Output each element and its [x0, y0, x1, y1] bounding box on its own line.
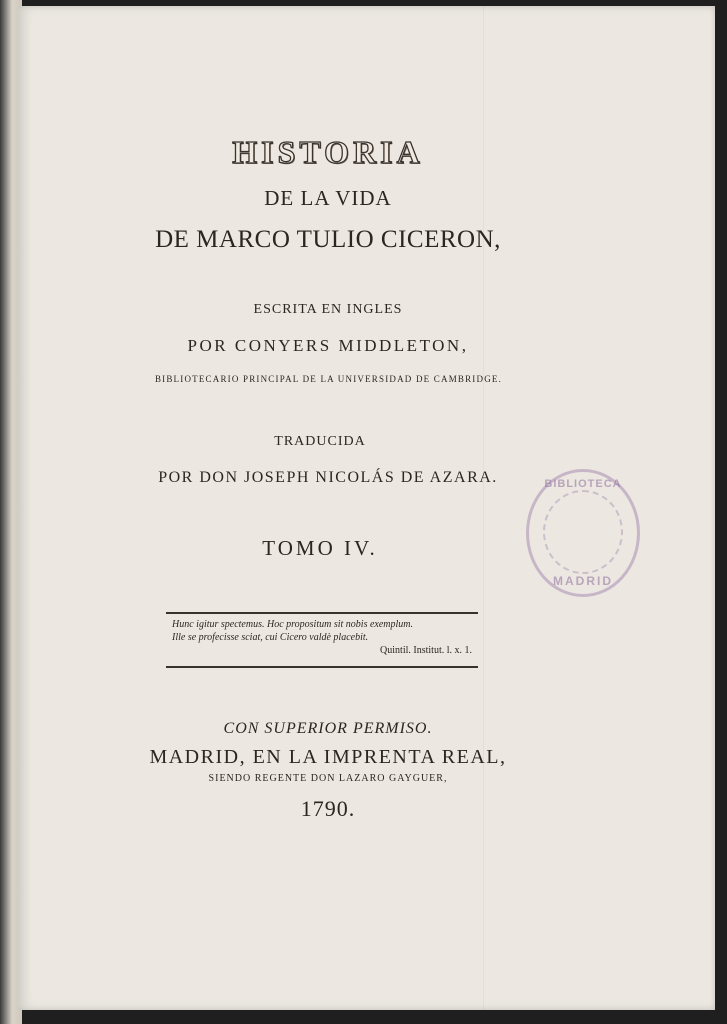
epigraph	[168, 618, 476, 657]
title-page	[18, 6, 715, 1010]
stamp-bottom-text: MADRID	[553, 574, 613, 588]
stamp-inner-ring	[543, 490, 623, 574]
epigraph-citation: Quintil. Institut. l. x. 1.	[380, 645, 472, 656]
library-stamp	[526, 469, 640, 597]
subtitle-line-2: DE MARCO TULIO CICERON,	[155, 226, 501, 253]
subtitle-line-1: DE LA VIDA	[264, 186, 392, 210]
translator-line: POR DON JOSEPH NICOLÁS DE AZARA.	[158, 469, 498, 486]
stamp-top-text: BIBLIOTECA	[544, 478, 622, 490]
printer-line: MADRID, EN LA IMPRENTA REAL,	[149, 746, 507, 768]
publication-year: 1790.	[300, 796, 356, 821]
volume-label: TOMO IV.	[262, 536, 378, 560]
translated-line: TRADUCIDA	[274, 434, 366, 449]
author-line: POR CONYERS MIDDLETON,	[187, 336, 469, 355]
permission-line: CON SUPERIOR PERMISO.	[223, 720, 433, 737]
regent-line: SIENDO REGENTE DON LAZARO GAYGUER,	[208, 773, 448, 784]
author-role-line: BIBLIOTECARIO PRINCIPAL DE LA UNIVERSIDAD DE CAMBRIDGE.	[154, 374, 503, 384]
epigraph-line-2: Ille se profecisse sciat, cui Cicero valdè placebit.	[172, 632, 369, 643]
epigraph-line-1: Hunc igitur spectemus. Hoc propositum sit nobis exemplum.	[172, 619, 413, 630]
written-in-line: ESCRITA EN INGLES	[253, 302, 403, 317]
epigraph-rule-bottom	[166, 666, 478, 668]
page-title: HISTORIA	[232, 134, 424, 170]
epigraph-rule-top	[166, 612, 478, 614]
